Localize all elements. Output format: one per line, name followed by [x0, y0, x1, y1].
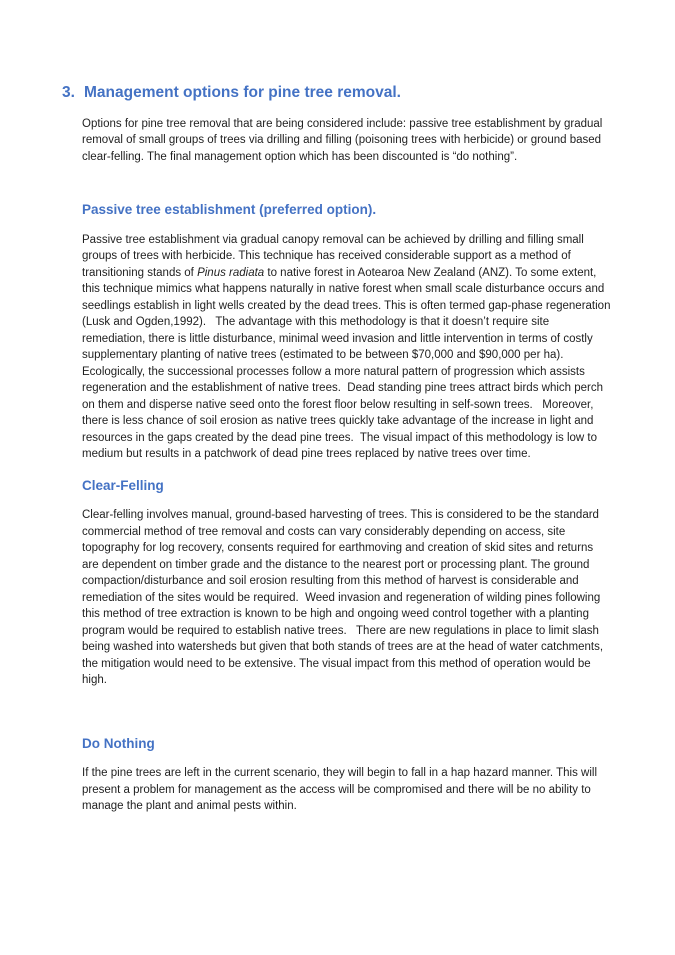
section-heading: Passive tree establishment (preferred option). — [82, 202, 377, 218]
section — [82, 202, 614, 463]
section-heading: Do Nothing — [82, 735, 155, 751]
intro-paragraph: Options for pine tree removal that are being considered include: passive tree establishment by gradual removal of small groups of trees via drilling and filling (poisoning trees with herbicide) or ground based clear-felling. The final management option which has been discounted is “do nothing”. — [82, 117, 606, 163]
text-run: to native forest in Aotearoa New Zealand (ANZ). To some extent, this technique mimics what happens naturally in native forest when small scale disturbance occurs and seedlings establish in light wells created by the dead trees. This is often termed gap-phase regeneration (Lusk and Ogden,1992). The advantage with this methodology is that it doesn’t require site remediation, there is little disturbance, minimal weed invasion and little intervention in terms of costly supplementary planting of native trees (estimated to be between $70,000 and $90,000 per ha). Ecologically, the successional processes follow a more natural pattern of progression which assists regeneration and the establishment of native trees. Dead standing pine trees attract birds which perch on them and disperse native seed onto the forest floor below resulting in self-sown trees. Moreover, there is less chance of soil erosion as native trees quickly take advantage of the increase in light and resources in the gaps created by the dead pine trees. The visual impact of this methodology is low to medium but results in a patchwork of dead pine trees replaced by native trees over time. — [82, 266, 614, 461]
section-paragraph — [82, 765, 611, 815]
section-heading: Clear-Felling — [82, 477, 164, 493]
section-paragraph — [82, 232, 614, 463]
heading-number: 3. — [62, 84, 75, 101]
page-title — [62, 84, 611, 102]
section-paragraph — [82, 507, 611, 689]
text-run: Passive tree establishment via gradual canopy removal can be achieved by drilling and filling small groups of trees with herbicide. This technique has received considerable support as a method of transitioning stands of — [82, 233, 587, 279]
text-run: Clear-felling involves manual, ground-based harvesting of trees. This is considered to be the standard commercial method of tree removal and costs can vary considerably depending on access, site topography for log recovery, consents required for earthmoving and creation of skid sites and returns are dependent on timber grade and the distance to the nearest port or processing plant. The ground compaction/disturbance and soil erosion resulting from this method of harvest is considerable and remediation of the sites would be required. Weed invasion and regeneration of wilding pines following this method of tree extraction is known to be high and ongoing weed control together with a planting program would be required to establish native trees. There are new regulations in place to limit slash being washed into watersheds but given that both stands of trees are at the head of water catchments, the mitigation would need to be extensive. The visual impact from this method of operation would be high. — [82, 509, 607, 687]
text-run: If the pine trees are left in the current scenario, they will begin to fall in a hap hazard manner. This will present a problem for management as the access will be compromised and there will be no ability to manage the plant and animal pests within. — [82, 767, 601, 813]
italic-text-run: Pinus radiata — [197, 266, 265, 279]
sections-container — [82, 202, 614, 815]
section — [82, 736, 611, 815]
section — [82, 478, 611, 689]
heading-text: Management options for pine tree removal. — [84, 84, 401, 101]
